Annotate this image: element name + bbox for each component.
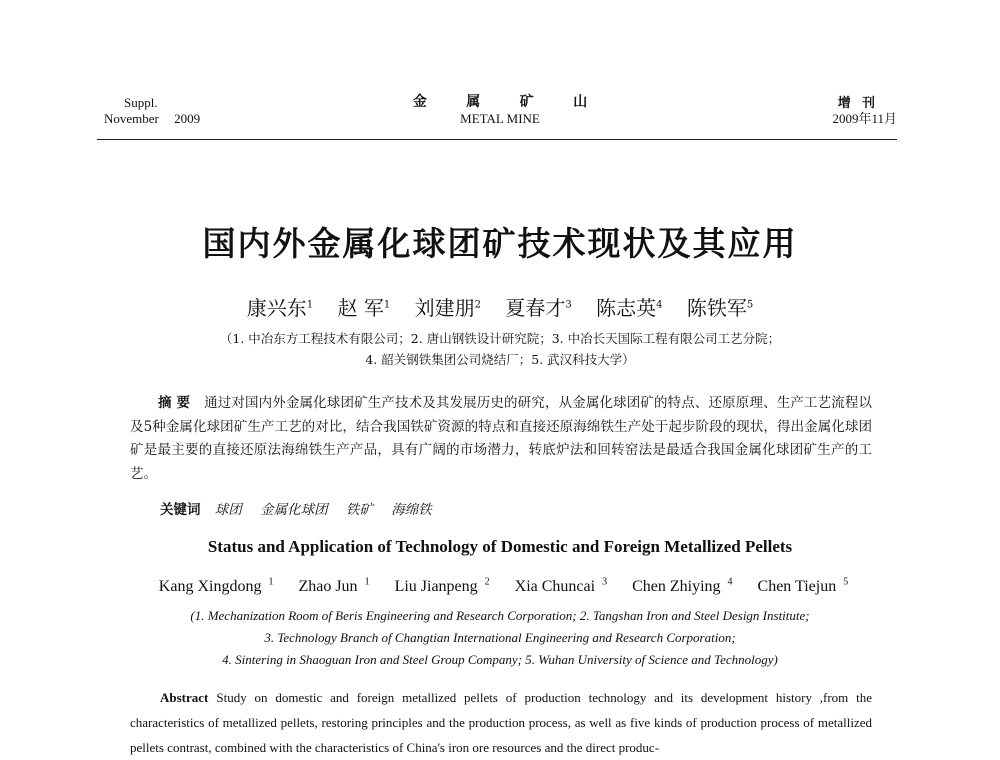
abstract-en-label: Abstract xyxy=(160,690,209,705)
abstract-zh-label: 摘 要 xyxy=(158,395,191,411)
abstract-en-text: Study on domestic and foreign metallized pellets of production technology and its development history ,from the characteristics of metallized pellets, restoring principles and the production process, as well as five kinds of production process of metallized pellets contrast, combined with the characteristics of China's iron ore resources and the direct produc- xyxy=(130,690,872,755)
keyword-zh: 球团 xyxy=(214,502,242,518)
header-right xyxy=(697,95,897,127)
author-en: Kang Xingdong $^1$ xyxy=(158,577,274,596)
author-zh: 康兴东$^1$ xyxy=(246,296,314,320)
affiliation-zh-line2: 4. 韶关钢铁集团公司烧结厂；5. 武汉科技大学） xyxy=(365,352,635,367)
journal-name-en: METAL MINE xyxy=(460,111,540,126)
keywords-zh-label: 关键词 xyxy=(160,502,201,518)
header-left xyxy=(104,95,304,127)
author-en: Xia Chuncai $^3$ xyxy=(514,577,608,596)
affiliation-en-line3: 4. Sintering in Shaoguan Iron and Steel Group Company; 5. Wuhan University of Science and Technology) xyxy=(222,652,778,667)
author-en: Zhao Jun $^1$ xyxy=(298,577,370,596)
keywords-zh xyxy=(160,498,446,518)
author-zh: 陈志英$^4$ xyxy=(596,296,663,320)
affiliation-en-line2: 3. Technology Branch of Changtian International Engineering and Research Corporation; xyxy=(264,630,736,645)
affiliation-zh-line1: （1. 中冶东方工程技术有限公司；2. 唐山钢铁设计研究院；3. 中冶长天国际工程有限公司工艺分院； xyxy=(219,331,781,346)
paper-title-zh: 国内外金属化球团矿技术现状及其应用 xyxy=(202,224,798,263)
authors-en xyxy=(0,577,1000,596)
affiliation-en-line1: (1. Mechanization Room of Beris Engineering and Research Corporation; 2. Tangshan Iron and Steel Design Institute; xyxy=(190,608,810,623)
issue-date-zh: 2009年11月 xyxy=(832,111,897,126)
journal-name-zh: 金 属 矿 山 xyxy=(412,95,588,110)
abstract-zh-text: 通过对国内外金属化球团矿生产技术及其发展历史的研究，从金属化球团矿的特点、还原原理、生产工艺流程以及5种金属化球团矿生产工艺的对比，结合我国铁矿资源的特点和直接还原海绵铁生产处于起步阶段的现状，得出金属化球团矿是最主要的直接还原法海绵铁生产产品，具有广阔的市场潜力，转底炉法和回转窑法是最适合我国金属化球团矿生产的工艺。 xyxy=(130,395,873,482)
author-en: Chen Zhiying $^4$ xyxy=(632,577,733,596)
abstract-en xyxy=(130,685,872,760)
author-en: Chen Tiejun $^5$ xyxy=(757,577,849,596)
keyword-zh: 铁矿 xyxy=(345,502,373,518)
author-zh: 刘建朋$^2$ xyxy=(414,296,481,320)
header-center xyxy=(400,95,600,127)
journal-suppl: Suppl. xyxy=(124,95,158,110)
supplement-label-zh: 增 刊 xyxy=(837,95,875,110)
authors-zh xyxy=(0,292,1000,321)
keyword-zh: 海绵铁 xyxy=(391,502,432,518)
author-en: Liu Jianpeng $^2$ xyxy=(394,577,490,596)
issue-date-en: November 2009 xyxy=(104,111,201,126)
paper-title-en: Status and Application of Technology of Domestic and Foreign Metallized Pellets xyxy=(207,537,793,556)
keyword-zh: 金属化球团 xyxy=(260,502,328,518)
author-zh: 陈铁军$^5$ xyxy=(686,296,754,320)
abstract-zh xyxy=(130,392,872,486)
header-rule xyxy=(97,139,897,140)
author-zh: 夏春才$^3$ xyxy=(505,296,572,320)
author-zh: 赵 军$^1$ xyxy=(337,296,391,320)
